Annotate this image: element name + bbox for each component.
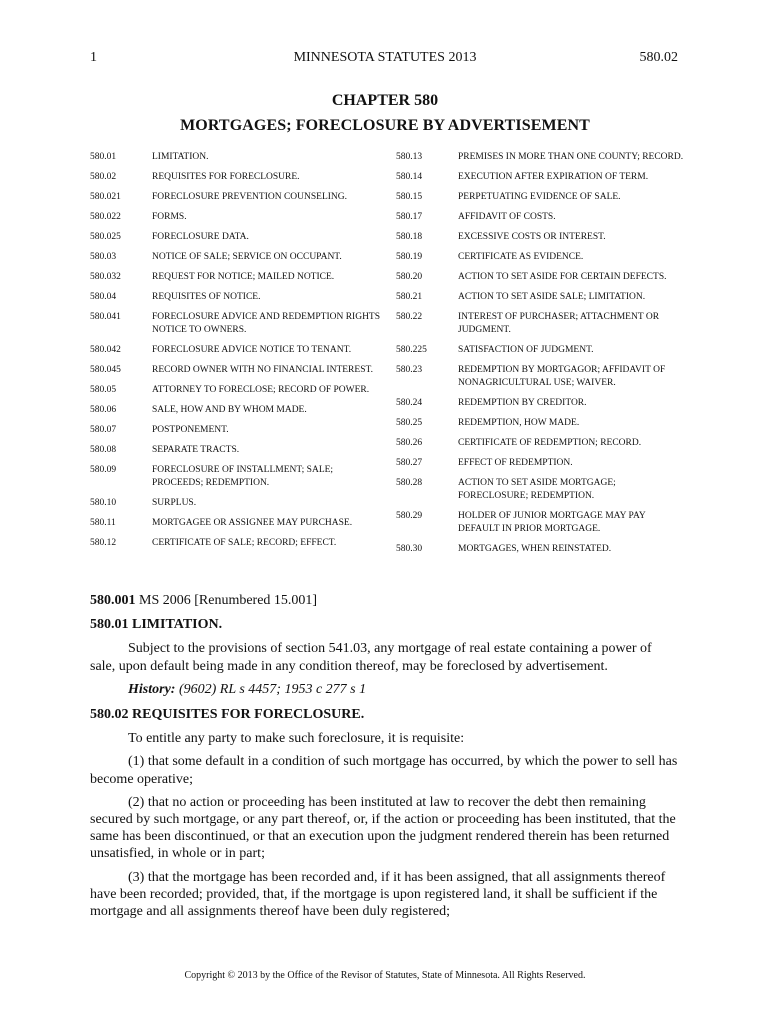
toc-entry[interactable] <box>396 510 686 536</box>
toc-entry[interactable] <box>90 151 380 164</box>
toc-entry[interactable] <box>396 364 686 390</box>
toc-entry[interactable] <box>396 417 686 430</box>
toc-entry-title: SALE, HOW AND BY WHOM MADE. <box>152 405 307 415</box>
toc-entry[interactable] <box>90 404 380 417</box>
toc-entry[interactable] <box>90 291 380 304</box>
toc-entry-title: AFFIDAVIT OF COSTS. <box>458 212 556 222</box>
toc-entry-number: 580.041 <box>90 312 121 322</box>
toc-entry-number: 580.05 <box>90 385 117 395</box>
toc-entry-title: REQUISITES FOR FORECLOSURE. <box>152 172 300 182</box>
toc-entry-title: ACTION TO SET ASIDE MORTGAGE; FORECLOSURE; REDEMPTION. <box>458 478 616 501</box>
section-580-001 <box>90 592 680 609</box>
toc-entry-number: 580.22 <box>396 312 423 322</box>
toc-entry-number: 580.25 <box>396 418 423 428</box>
section-paragraph: (2) that no action or proceeding has been instituted at law to recover the debt then remaining secured by such mortgage, or any part thereof, or, if the action or proceeding has been instituted, that the same has been discontinued, or that an execution upon the judgment rendered therein has been returned unsatisfied, in whole or in part; <box>90 794 676 862</box>
toc-entry-title: SATISFACTION OF JUDGMENT. <box>458 345 594 355</box>
section-reference: 580.02 <box>639 50 678 65</box>
toc-entry-number: 580.17 <box>396 212 423 222</box>
history-label: History: <box>128 681 176 697</box>
toc-entry[interactable] <box>90 537 380 550</box>
toc-entry-number: 580.30 <box>396 544 423 554</box>
toc-entry-number: 580.21 <box>396 292 423 302</box>
toc-entry-title: REQUISITES OF NOTICE. <box>152 292 261 302</box>
toc-entry-title: LIMITATION. <box>152 152 209 162</box>
copyright-footer: Copyright © 2013 by the Office of the Revisor of Statutes, State of Minnesota. All Rights Reserved. <box>184 970 586 981</box>
toc-entry-number: 580.01 <box>90 152 117 162</box>
toc-entry-number: 580.12 <box>90 538 117 548</box>
toc-entry-title: PERPETUATING EVIDENCE OF SALE. <box>458 192 621 202</box>
toc-entry-number: 580.20 <box>396 272 423 282</box>
toc-entry-title: FORECLOSURE ADVICE NOTICE TO TENANT. <box>152 345 352 355</box>
section-number: 580.001 <box>90 593 136 608</box>
toc-entry[interactable] <box>396 543 686 556</box>
toc-entry-title: MORTGAGEE OR ASSIGNEE MAY PURCHASE. <box>152 518 353 528</box>
toc-entry[interactable] <box>90 311 380 337</box>
toc-entry-number: 580.022 <box>90 212 121 222</box>
toc-entry-number: 580.06 <box>90 405 117 415</box>
toc-entry[interactable] <box>396 271 686 284</box>
toc-entry-number: 580.09 <box>90 465 117 475</box>
toc-entry-title: EFFECT OF REDEMPTION. <box>458 458 573 468</box>
toc-entry-number: 580.045 <box>90 365 121 375</box>
toc-entry-number: 580.04 <box>90 292 117 302</box>
toc-entry-title: REDEMPTION BY CREDITOR. <box>458 398 587 408</box>
toc-entry[interactable] <box>396 344 686 357</box>
section-heading-580-02: 580.02 REQUISITES FOR FORECLOSURE. <box>90 707 365 723</box>
toc-entry-title: EXECUTION AFTER EXPIRATION OF TERM. <box>458 172 649 182</box>
toc-entry-title: HOLDER OF JUNIOR MORTGAGE MAY PAY DEFAULT IN PRIOR MORTGAGE. <box>458 511 646 534</box>
toc-entry[interactable] <box>90 384 380 397</box>
toc-entry-title: MORTGAGES, WHEN REINSTATED. <box>458 544 612 554</box>
toc-entry-title: PREMISES IN MORE THAN ONE COUNTY; RECORD. <box>458 152 684 162</box>
toc-entry[interactable] <box>90 364 380 377</box>
toc-entry-number: 580.042 <box>90 345 121 355</box>
toc-entry-number: 580.26 <box>396 438 423 448</box>
toc-entry-number: 580.025 <box>90 232 121 242</box>
toc-entry-title: CERTIFICATE AS EVIDENCE. <box>458 252 584 262</box>
toc-entry-title: REDEMPTION, HOW MADE. <box>458 418 580 428</box>
toc-entry[interactable] <box>90 517 380 530</box>
toc-entry-title: SEPARATE TRACTS. <box>152 445 240 455</box>
toc-entry[interactable] <box>90 191 380 204</box>
toc-entry-number: 580.13 <box>396 152 423 162</box>
toc-entry-number: 580.23 <box>396 365 423 375</box>
toc-entry-title: RECORD OWNER WITH NO FINANCIAL INTEREST. <box>152 365 373 375</box>
section-paragraph: (1) that some default in a condition of such mortgage has occurred, by which the power to sell has become operative; <box>90 754 678 787</box>
toc-entry-title: NOTICE OF SALE; SERVICE ON OCCUPANT. <box>152 252 342 262</box>
toc-entry[interactable] <box>90 497 380 510</box>
toc-entry-number: 580.10 <box>90 498 117 508</box>
toc-entry[interactable] <box>396 231 686 244</box>
toc-entry-number: 580.15 <box>396 192 423 202</box>
toc-entry[interactable] <box>396 311 686 337</box>
toc-entry-number: 580.11 <box>90 518 116 528</box>
toc-entry[interactable] <box>396 151 686 164</box>
toc-left-column <box>90 151 380 557</box>
running-title: MINNESOTA STATUTES 2013 <box>293 50 477 65</box>
section-paragraph: To entitle any party to make such foreclosure, it is requisite: <box>128 731 465 747</box>
toc-entry-title: CERTIFICATE OF REDEMPTION; RECORD. <box>458 438 642 448</box>
statute-body <box>90 592 680 926</box>
toc-entry-number: 580.24 <box>396 398 423 408</box>
toc-entry[interactable] <box>396 437 686 450</box>
history-note <box>90 681 680 698</box>
toc-entry[interactable] <box>396 171 686 184</box>
toc-entry[interactable] <box>90 271 380 284</box>
toc-entry-number: 580.021 <box>90 192 121 202</box>
toc-entry-title: ACTION TO SET ASIDE FOR CERTAIN DEFECTS. <box>458 272 667 282</box>
section-note: MS 2006 [Renumbered 15.001] <box>135 593 318 608</box>
toc-entry-title: REQUEST FOR NOTICE; MAILED NOTICE. <box>152 272 335 282</box>
toc-entry[interactable] <box>396 457 686 470</box>
history-text: (9602) RL s 4457; 1953 c 277 s 1 <box>175 681 367 697</box>
toc-entry[interactable] <box>90 424 380 437</box>
toc-entry[interactable] <box>90 344 380 357</box>
toc-entry-title: EXCESSIVE COSTS OR INTEREST. <box>458 232 606 242</box>
toc-entry-number: 580.18 <box>396 232 423 242</box>
section-paragraph: (3) that the mortgage has been recorded and, if it has been assigned, that all assignments thereof have been recorded; provided, that, if the mortgage is upon registered land, it shall be sufficient if the mortgage and all assignments thereof have been duly registered; <box>90 869 666 920</box>
page-number: 1 <box>90 50 97 65</box>
toc-entry[interactable] <box>90 444 380 457</box>
toc-entry-title: INTEREST OF PURCHASER; ATTACHMENT OR JUDGMENT. <box>458 312 660 335</box>
toc-entry[interactable] <box>396 211 686 224</box>
toc-entry-title: CERTIFICATE OF SALE; RECORD; EFFECT. <box>152 538 337 548</box>
toc-entry[interactable] <box>396 191 686 204</box>
toc-entry-title: FORECLOSURE PREVENTION COUNSELING. <box>152 192 348 202</box>
chapter-title: MORTGAGES; FORECLOSURE BY ADVERTISEMENT <box>180 117 590 134</box>
toc-entry-number: 580.19 <box>396 252 423 262</box>
toc-entry[interactable] <box>90 231 380 244</box>
toc-entry[interactable] <box>90 251 380 264</box>
toc-entry-number: 580.03 <box>90 252 117 262</box>
toc-entry-number: 580.02 <box>90 172 117 182</box>
toc-entry-number: 580.07 <box>90 425 117 435</box>
toc-entry-title: FORECLOSURE ADVICE AND REDEMPTION RIGHTS NOTICE TO OWNERS. <box>152 312 381 335</box>
toc-entry[interactable] <box>396 397 686 410</box>
toc-entry-title: ACTION TO SET ASIDE SALE; LIMITATION. <box>458 292 646 302</box>
toc-entry-number: 580.27 <box>396 458 423 468</box>
toc-entry-title: FORECLOSURE OF INSTALLMENT; SALE; PROCEEDS; REDEMPTION. <box>152 465 334 488</box>
toc-entry-number: 580.14 <box>396 172 423 182</box>
toc-entry-number: 580.28 <box>396 478 423 488</box>
toc-entry-number: 580.032 <box>90 272 121 282</box>
toc-right-column <box>396 151 686 563</box>
toc-entry[interactable] <box>396 251 686 264</box>
toc-entry[interactable] <box>396 291 686 304</box>
toc-entry-title: FORMS. <box>152 212 187 222</box>
toc-entry-title: ATTORNEY TO FORECLOSE; RECORD OF POWER. <box>152 385 370 395</box>
toc-entry[interactable] <box>90 171 380 184</box>
toc-entry-number: 580.08 <box>90 445 117 455</box>
toc-entry-title: REDEMPTION BY MORTGAGOR; AFFIDAVIT OF NONAGRICULTURAL USE; WAIVER. <box>458 365 666 388</box>
section-paragraph: Subject to the provisions of section 541.03, any mortgage of real estate containing a power of sale, upon default being made in any condition thereof, may be foreclosed by advertisement. <box>90 641 652 674</box>
toc-entry-number: 580.225 <box>396 345 427 355</box>
toc-entry[interactable] <box>396 477 686 503</box>
toc-entry-title: POSTPONEMENT. <box>152 425 229 435</box>
toc-entry-title: SURPLUS. <box>152 498 197 508</box>
section-heading-580-01: 580.01 LIMITATION. <box>90 617 223 633</box>
chapter-label: CHAPTER 580 <box>331 92 439 109</box>
toc-entry[interactable] <box>90 211 380 224</box>
toc-entry-number: 580.29 <box>396 511 423 521</box>
toc-entry-title: FORECLOSURE DATA. <box>152 232 249 242</box>
toc-entry[interactable] <box>90 464 380 490</box>
